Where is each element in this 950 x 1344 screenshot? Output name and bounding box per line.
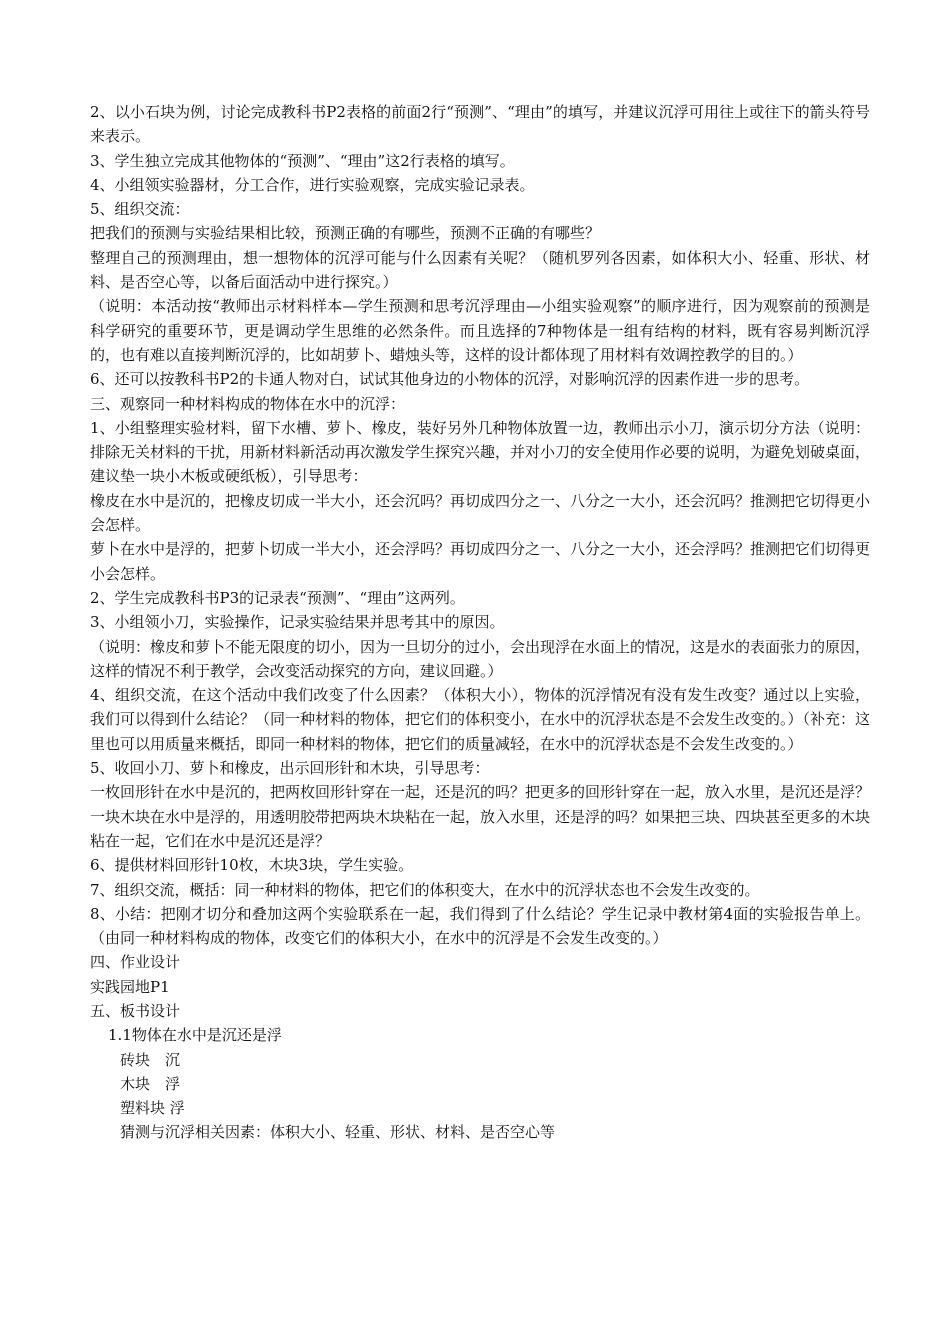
board-line: 猜测与沉浮相关因素：体积大小、轻重、形状、材料、是否空心等 [120,1123,556,1142]
paragraph: 萝卜在水中是浮的，把萝卜切成一半大小，还会浮吗？再切成四分之一、八分之一大小，还会浮吗？推测把它们切得更小会怎样。 [90,540,871,583]
board-line: 木块 浮 [120,1074,181,1093]
section-heading: 五、板书设计 [90,1001,181,1020]
paragraph: （说明：本活动按“教师出示材料样本—学生预测和思考沉浮理由—小组实验观察”的顺序进行，因为观察前的预测是科学研究的重要环节，更是调动学生思维的必然条件。而且选择的7种物体是一组有结构的材料，既有容易判断沉浮的，也有难以直接判断沉浮的，比如胡萝卜、蜡烛头等，这样的设计都体现了用材料有效调控教学的目的。） [90,297,870,364]
paragraph: 5、组织交流： [90,200,190,219]
paragraph: 2、以小石块为例，讨论完成教科书P2表格的前面2行“预测”、“理由”的填写，并建议沉浮可用往上或往下的箭头符号来表示。 [90,103,870,146]
board-line: 塑料块 浮 [120,1099,185,1118]
paragraph: 4、小组领实验器材，分工合作，进行实验观察，完成实验记录表。 [90,175,535,194]
board-line: 砖块 沉 [120,1050,181,1069]
paragraph: （说明：橡皮和萝卜不能无限度的切小，因为一旦切分的过小，会出现浮在水面上的情况，这是水的表面张力的原因，这样的情况不利于教学，会改变活动探究的方向，建议回避。） [90,637,871,680]
paragraph: 把我们的预测与实验结果相比较，预测正确的有哪些，预测不正确的有哪些？ [90,224,601,243]
paragraph: 8、小结：把刚才切分和叠加这两个实验联系在一起，我们得到了什么结论？学生记录中教材第4面的实验报告单上。（由同一种材料构成的物体，改变它们的体积大小，在水中的沉浮是不会发生改变的。） [90,904,870,948]
paragraph: 1、小组整理实验材料，留下水槽、萝卜、橡皮，装好另外几种物体放置一边，教师出示小刀，演示切分方法（说明：排除无关材料的干扰，用新材料新活动再次激发学生探究兴趣，并对小刀的安全使用作必要的说明，为避免划破桌面，建议垫一块小木板或硬纸板），引导思考： [90,418,871,486]
paragraph: 2、学生完成教科书P3的记录表“预测”、“理由”这两列。 [90,588,465,607]
paragraph: 6、还可以按教科书P2的卡通人物对白，试试其他身边的小物体的沉浮，对影响沉浮的因素作进一步的思考。 [90,370,810,389]
document-page [90,100,870,1145]
paragraph: 一块木块在水中是浮的，用透明胶带把两块木块粘在一起，放入水里，还是浮的吗？如果把三块、四块甚至更多的木块粘在一起，它们在水中是沉还是浮？ [90,807,871,850]
paragraph: 实践园地P1 [90,977,170,996]
paragraph: 7、组织交流，概括：同一种材料的物体，把它们的体积变大，在水中的沉浮状态也不会发生改变的。 [90,880,760,899]
paragraph: 橡皮在水中是沉的，把橡皮切成一半大小，还会沉吗？再切成四分之一、八分之一大小，还会沉吗？推测把它切得更小会怎样。 [90,491,871,535]
board-title: 1.1物体在水中是沉还是浮 [108,1026,282,1045]
section-heading: 三、观察同一种材料构成的物体在水中的沉浮： [90,394,406,413]
paragraph: 5、收回小刀、萝卜和橡皮，出示回形针和木块，引导思考： [90,759,490,778]
paragraph: 一枚回形针在水中是沉的，把两枚回形针穿在一起，还是沉的吗？把更多的回形针穿在一起，放入水里，是沉还是浮？ [90,783,871,802]
board-design [90,1023,870,1144]
paragraph: 整理自己的预测理由，想一想物体的沉浮可能与什么因素有关呢？（随机罗列各因素，如体积大小、轻重、形状、材料、是否空心等，以备后面活动中进行探究。） [90,248,870,292]
section-heading: 四、作业设计 [90,953,181,972]
paragraph: 6、提供材料回形针10枚，木块3块，学生实验。 [90,856,414,875]
paragraph: 3、小组领小刀，实验操作，记录实验结果并思考其中的原因。 [90,613,505,632]
paragraph: 3、学生独立完成其他物体的“预测”、“理由”这2行表格的填写。 [90,151,515,170]
paragraph: 4、组织交流，在这个活动中我们改变了什么因素？（体积大小），物体的沉浮情况有没有发生改变？通过以上实验，我们可以得到什么结论？（同一种材料的物体，把它们的体积变小，在水中的沉浮状态是不会发生改变的。）（补充：这里也可以用质量来概括，即同一种材料的物体，把它们的质量减轻，在水中的沉浮状态是不会发生改变的。） [90,686,871,753]
